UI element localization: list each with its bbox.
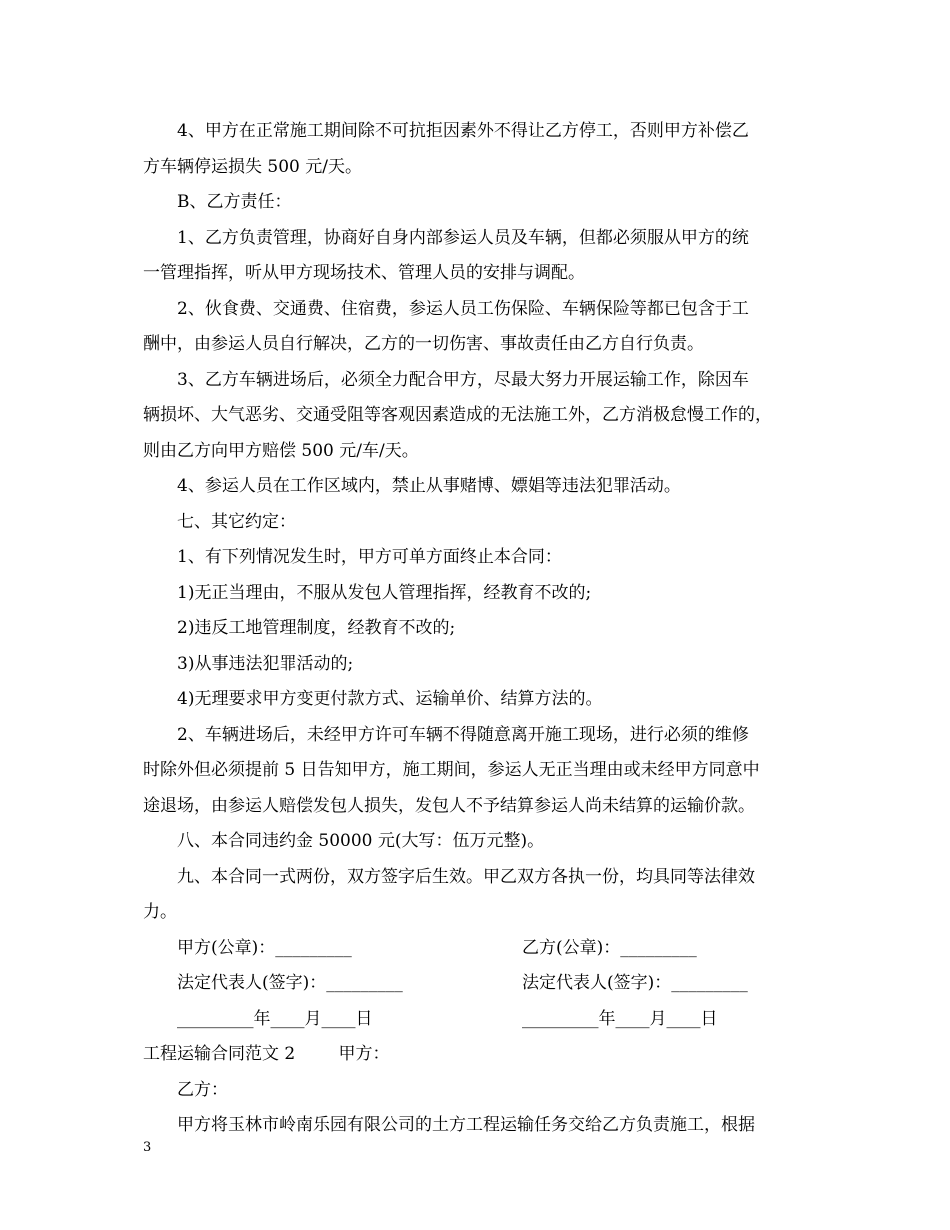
text-line: 3)从事违法犯罪活动的; (177, 653, 354, 674)
text-line: 4)无理要求甲方变更付款方式、运输单价、结算方法的。 (177, 689, 603, 709)
clause-paragraph (143, 363, 833, 470)
text-line: 方车辆停运损失 500 元/天。 (143, 156, 362, 177)
list-item (143, 611, 833, 647)
text-line: 力。 (143, 902, 177, 922)
text-line: 1)无正当理由，不服从发包人管理指挥，经教育不改的; (177, 582, 592, 603)
text-line: 4、参运人员在工作区域内，禁止从事赌博、嫖娼等违法犯罪活动。 (177, 476, 681, 496)
clause-paragraph (143, 540, 833, 576)
text-line: 则由乙方向甲方赔偿 500 元/车/天。 (143, 440, 419, 461)
text-line: 1、乙方负责管理，协商好自身内部参运人员及车辆，但都必须服从甲方的统 (177, 227, 749, 248)
text-line: 2)违反工地管理制度，经教育不改的; (177, 618, 456, 638)
clause-paragraph (143, 114, 833, 185)
text-line: 八、本合同违约金 50000 元(大写：伍万元整)。 (177, 831, 545, 851)
text-line: 辆损坏、大气恶劣、交通受阻等客观因素造成的无法施工外，乙方消极怠慢工作的， (143, 405, 772, 425)
text-line: 3、乙方车辆进场后，必须全力配合甲方，尽最大努力开展运输工作，除因车 (177, 369, 749, 390)
section-heading (143, 860, 833, 931)
clause-paragraph (143, 469, 833, 505)
text-line: 4、甲方在正常施工期间除不可抗拒因素外不得让乙方停工，否则甲方补偿乙 (177, 121, 749, 141)
list-item (143, 576, 833, 612)
party-a-date-field: _________年____月____日 (177, 1008, 373, 1029)
party-b-seal-field: 乙方(公章)：_________ (522, 937, 697, 958)
party-a-representative-field: 法定代表人(签字)：_________ (177, 973, 403, 993)
clause-paragraph (143, 1108, 833, 1144)
text-line: 七、其它约定： (177, 511, 296, 532)
section-heading (143, 185, 833, 221)
section-heading (143, 824, 833, 860)
document-body (143, 114, 833, 1144)
signature-row (143, 966, 833, 1002)
text-line: B、乙方责任： (177, 192, 292, 212)
party-a-seal-field: 甲方(公章)：_________ (177, 937, 352, 958)
section-heading (143, 505, 833, 541)
text-line: 2、车辆进场后，未经甲方许可车辆不得随意离开施工现场，进行必须的维修 (177, 724, 749, 745)
page-number: 3 (143, 1140, 152, 1155)
clause-paragraph (143, 221, 833, 292)
clause-paragraph (143, 718, 833, 825)
text-line: 乙方： (177, 1079, 228, 1100)
text-line: 酬中，由参运人员自行解决，乙方的一切伤害、事故责任由乙方自行负责。 (143, 334, 704, 354)
text-line: 途退场，由参运人赔偿发包人损失，发包人不予结算参运人尚未结算的运输价款。 (143, 795, 755, 816)
text-line: 时除外但必须提前 5 日告知甲方，施工期间，参运人无正当理由或未经甲方同意中 (143, 760, 760, 780)
party-b-line (143, 1073, 833, 1109)
signature-row (143, 1002, 833, 1038)
text-line: 一管理指挥，听从甲方现场技术、管理人员的安排与调配。 (143, 263, 585, 283)
text-line: 九、本合同一式两份，双方签字后生效。甲乙双方各执一份，均具同等法律效 (177, 866, 755, 887)
text-line: 2、伙食费、交通费、住宿费，参运人员工伤保险、车辆保险等都已包含于工 (177, 298, 749, 319)
list-item (143, 682, 833, 718)
party-b-representative-field: 法定代表人(签字)：_________ (522, 973, 748, 993)
signature-row (143, 931, 833, 967)
text-line: 甲方将玉林市岭南乐园有限公司的土方工程运输任务交给乙方负责施工，根据 (177, 1115, 755, 1135)
contract-sample-heading: 工程运输合同范文 2 甲方： (143, 1044, 390, 1064)
clause-paragraph (143, 292, 833, 363)
text-line: 1、有下列情况发生时，甲方可单方面终止本合同： (177, 547, 562, 567)
list-item (143, 647, 833, 683)
party-b-date-field: _________年____月____日 (522, 1008, 718, 1029)
